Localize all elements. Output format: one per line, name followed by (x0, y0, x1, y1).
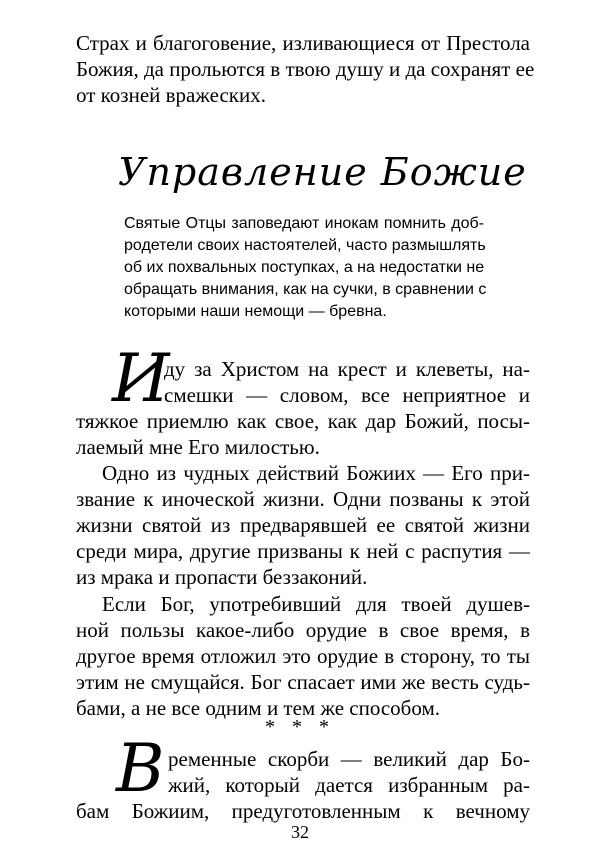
para1-line-4: лаемый мне Его милостью. (76, 435, 320, 459)
para2-line-5: из мрака и пропасти беззаконий. (76, 565, 368, 589)
para1-line-2: смешки — словом, все неприятное и (164, 383, 530, 407)
para3-line-2: ной пользы какое-либо орудие в свое время, в (76, 618, 530, 642)
top-paragraph-line-1: Страх и благоговение, изливающиеся от Престола (76, 31, 530, 55)
epigraph-line-4: обращать внимания, как на сучки, в сравнении с (124, 281, 487, 298)
para2-line-2: звание к иноческой жизни. Одни позваны к этой (76, 487, 530, 511)
para4-line-2: жий, который дается избранным ра- (168, 773, 530, 797)
epigraph-line-1: Святые Отцы заповедают инокам помнить доб- (124, 215, 484, 232)
epigraph-line-2: родетели своих настоятелей, часто размышлять (124, 237, 486, 254)
drop-cap-v: В (116, 730, 165, 807)
para3-line-5: бами, а не все одним и тем же способом. (76, 696, 441, 720)
para3-line-1: Если Бог, употребивший для твоей душев- (102, 592, 530, 616)
para1-line-3: тяжкое приемлю как свое, как дар Божий, посы- (76, 409, 530, 433)
para4-line-1: ременные скорби — великий дар Бо- (168, 747, 530, 771)
para3-line-4: этим не смущайся. Бог спасает ими же весть судь- (76, 670, 530, 694)
para2-line-1: Одно из чудных действий Божиих — Его при- (102, 461, 530, 485)
epigraph-line-5: которыми наши немощи — бревна. (124, 303, 387, 320)
drop-cap-i: И (112, 340, 170, 417)
top-paragraph-line-3: от козней вражеских. (76, 83, 266, 107)
section-title: Управление Божие (118, 150, 527, 194)
para4-line-3: бам Божиим, предуготовленным к вечному (76, 799, 530, 823)
para2-line-3: жизни святой из предварявшей ее святой жизни (76, 513, 530, 537)
page-number: 32 (291, 822, 309, 842)
para2-line-4: среди мира, другие призваны к ней с распутия — (76, 539, 530, 563)
top-paragraph-line-2: Божия, да прольются в твою душу и да сохранят ее (76, 57, 535, 81)
epigraph-line-3: об их похвальных поступках, а на недостатки не (124, 259, 485, 276)
section-separator: * * * (265, 716, 335, 738)
para3-line-3: другое время отложил это орудие в сторону, то ты (76, 644, 530, 668)
para1-line-1: ду за Христом на крест и клеветы, на- (164, 357, 530, 381)
